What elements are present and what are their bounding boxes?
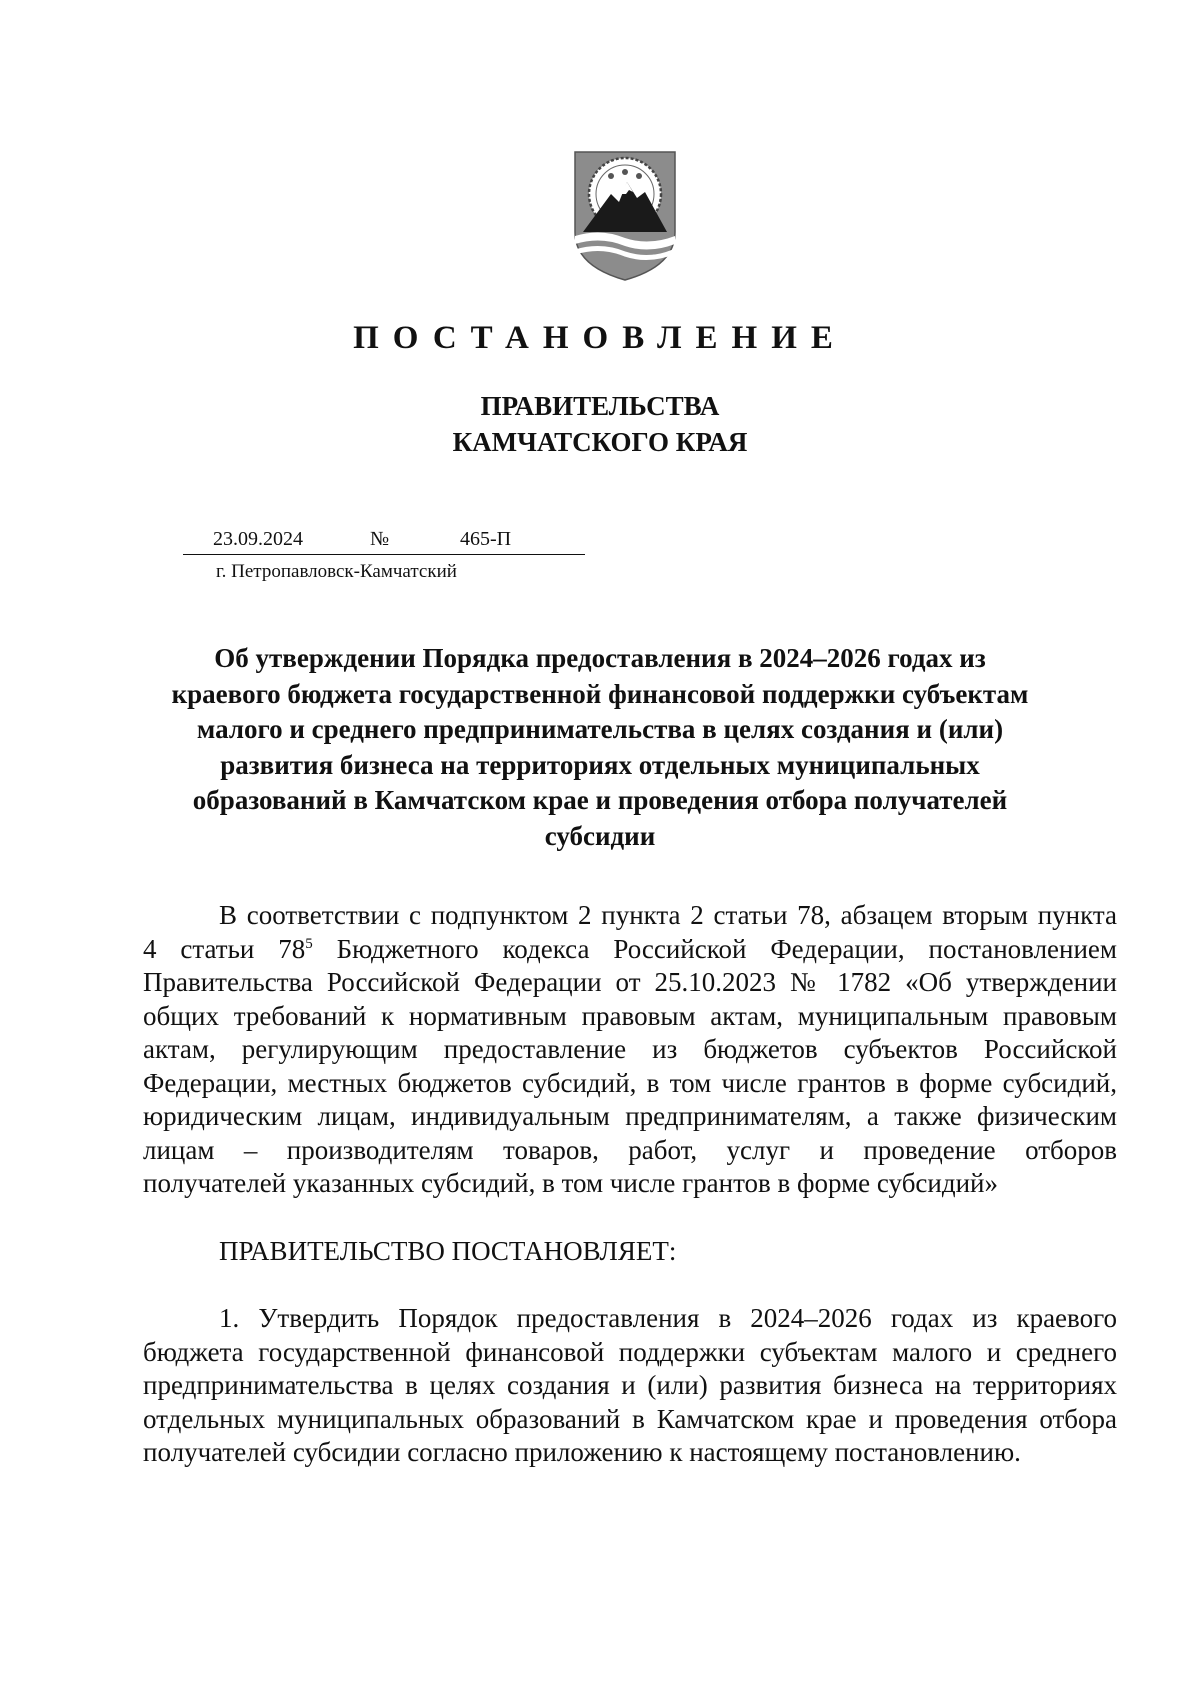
paragraph-line: Правительства Российской Федерации от 25.10.2023 № 1782 «Об утверждении xyxy=(143,967,1117,997)
title-line: краевого бюджета государственной финансовой поддержки субъектам xyxy=(171,678,1029,709)
coat-of-arms-emblem xyxy=(571,148,679,285)
title-line: образований в Камчатском крае и проведения отбора получателей xyxy=(192,785,1008,815)
item-1-paragraph xyxy=(143,1302,1117,1470)
paragraph-line: предпринимательства в целях создания и (или) развития бизнеса на территориях xyxy=(143,1370,1117,1400)
document-date: 23.09.2024 xyxy=(213,528,303,550)
authority-line: ПРАВИТЕЛЬСТВА xyxy=(480,391,720,421)
resolution-statement: ПРАВИТЕЛЬСТВО ПОСТАНОВЛЯЕТ: xyxy=(219,1236,677,1266)
preamble-paragraph xyxy=(143,899,1117,1201)
paragraph-text: 4 статьи 78 xyxy=(143,933,306,964)
superscript: 5 xyxy=(305,935,313,952)
title-line: малого и среднего предпринимательства в целях создания и (или) xyxy=(196,714,1004,744)
paragraph-line: юридическим лицам, индивидуальным предпринимателям, а также физическим xyxy=(143,1101,1117,1131)
paragraph-line: получателей указанных субсидий, в том числе грантов в форме субсидий» xyxy=(143,1168,998,1198)
title-line: развития бизнеса на территориях отдельных муниципальных xyxy=(220,749,980,780)
date-number-line xyxy=(183,524,585,555)
paragraph-line: бюджета государственной финансовой поддержки субъектам малого и среднего xyxy=(143,1336,1117,1367)
document-type-heading: ПОСТАНОВЛЕНИЕ xyxy=(353,320,847,356)
paragraph-line: лицам – производителям товаров, работ, услуг и проведение отборов xyxy=(143,1134,1117,1165)
issuing-authority xyxy=(0,388,1200,460)
paragraph-line: Федерации, местных бюджетов субсидий, в том числе грантов в форме субсидий, xyxy=(143,1067,1117,1098)
paragraph-line: общих требований к нормативным правовым актам, муниципальным правовым xyxy=(143,1000,1117,1031)
document-number: 465-П xyxy=(460,528,512,550)
paragraph-line xyxy=(143,933,1117,967)
number-sign: № xyxy=(370,528,390,550)
paragraph-line: отдельных муниципальных образований в Камчатском крае и проведения отбора xyxy=(143,1403,1117,1434)
paragraph-text: Бюджетного кодекса Российской Федерации, постановлением xyxy=(312,933,1117,964)
kamchatka-coat-of-arms-icon xyxy=(571,148,679,285)
paragraph-line: актам, регулирующим предоставление из бюджетов субъектов Российской xyxy=(143,1034,1117,1064)
document-title xyxy=(140,641,1060,854)
paragraph-line: получателей субсидии согласно приложению к настоящему постановлению. xyxy=(143,1437,1021,1467)
title-line: Об утверждении Порядка предоставления в 2024–2026 годах из xyxy=(214,643,986,673)
paragraph-line: В соответствии с подпунктом 2 пункта 2 статьи 78, абзацем вторым пункта xyxy=(219,900,1117,930)
title-line: субсидии xyxy=(544,820,656,851)
issuing-city: г. Петропавловск-Камчатский xyxy=(216,561,457,582)
paragraph-line: 1. Утвердить Порядок предоставления в 2024–2026 годах из краевого xyxy=(219,1303,1117,1333)
authority-line: КАМЧАТСКОГО КРАЯ xyxy=(452,427,748,457)
